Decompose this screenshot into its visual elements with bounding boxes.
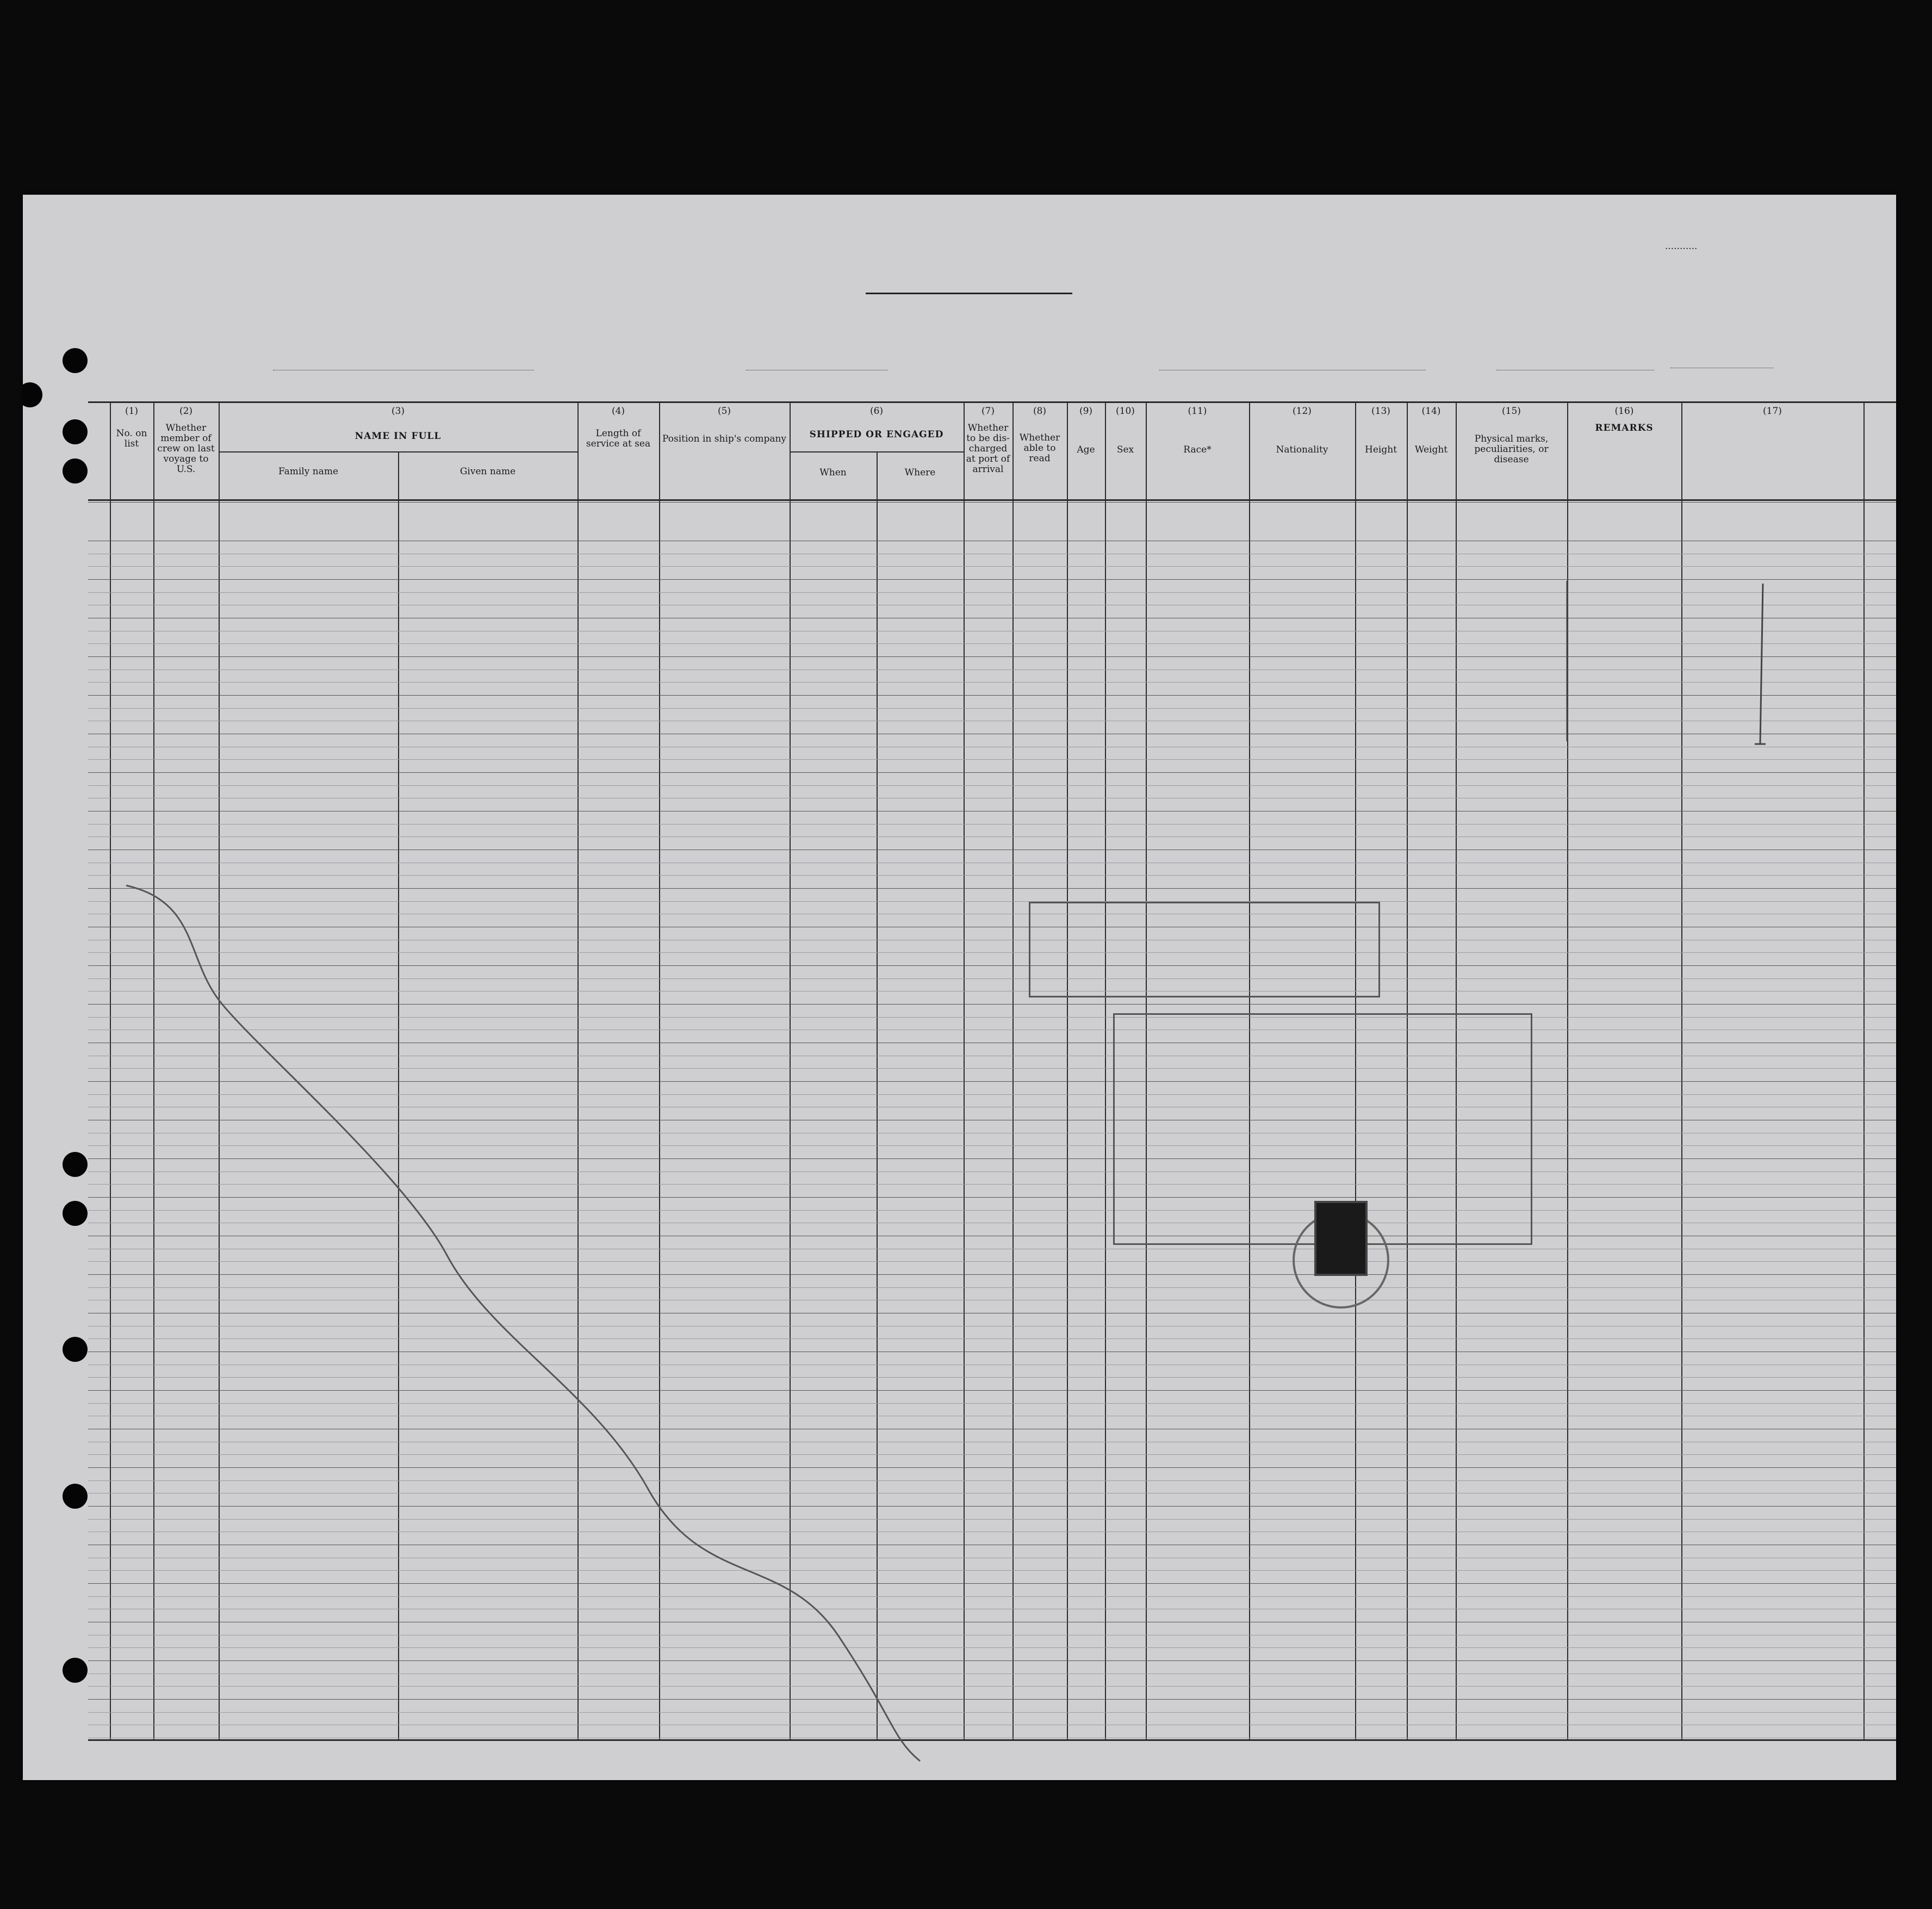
column-number: (16): [1614, 406, 1634, 417]
punch-hole: [63, 1152, 88, 1177]
column-number: (5): [717, 406, 731, 417]
column-header-c3a: Family name: [278, 466, 339, 477]
column-header-c16: REMARKS: [1595, 423, 1654, 433]
column-header-c6b: Where: [904, 467, 936, 478]
column-header-c2: Whether member of crew on last voyage to U.S.: [157, 423, 215, 475]
column-number: (17): [1763, 406, 1782, 417]
column-number: (13): [1371, 406, 1390, 417]
column-number: (3): [391, 406, 405, 417]
column-number: (12): [1293, 406, 1312, 417]
column-number: (15): [1502, 406, 1521, 417]
column-header-c10: Sex: [1116, 444, 1134, 455]
column-number: (14): [1421, 406, 1441, 417]
column-number: (10): [1116, 406, 1135, 417]
column-number: (4): [611, 406, 625, 417]
column-number: (7): [981, 406, 995, 417]
sheet-info: ...........: [1665, 241, 1698, 252]
column-number: (6): [869, 406, 884, 417]
remark-bar-right: [1760, 584, 1763, 744]
column-header-c3b: Given name: [459, 466, 516, 477]
punch-hole: [63, 1484, 88, 1509]
column-header-c7: Whether to be dis-charged at port of arrival: [966, 423, 1010, 475]
column-header-c11: Race*: [1183, 444, 1212, 455]
column-header-c6a: When: [819, 467, 847, 478]
column-header-c6: SHIPPED OR ENGAGED: [809, 429, 944, 440]
wax-seal: [28, 1522, 246, 1739]
column-number: (9): [1079, 406, 1093, 417]
punch-hole: [63, 1337, 88, 1362]
not-used-curve: [23, 195, 1896, 1780]
column-number: (1): [125, 406, 139, 417]
column-header-c14: Weight: [1414, 444, 1448, 455]
punch-hole: [63, 458, 88, 484]
column-header-c4: Length of service at sea: [586, 428, 651, 449]
punch-hole: [63, 419, 88, 444]
column-header-c8: Whether able to read: [1019, 432, 1060, 464]
punch-hole: [63, 348, 88, 373]
column-number: (11): [1188, 406, 1207, 417]
column-number: (8): [1033, 406, 1047, 417]
column-header-c9: Age: [1077, 444, 1095, 455]
column-header-c1: No. on list: [116, 428, 147, 449]
column-header-c12: Nationality: [1276, 444, 1328, 455]
manifest-sheet: [23, 195, 1896, 1780]
column-header-c3: NAME IN FULL: [355, 431, 442, 442]
column-number: (2): [179, 406, 193, 417]
column-header-c13: Height: [1365, 444, 1397, 455]
punch-hole: [63, 1201, 88, 1226]
column-header-c5: Position in ship's company: [662, 433, 787, 444]
column-header-c15: Physical marks, peculiarities, or disease: [1474, 433, 1549, 465]
